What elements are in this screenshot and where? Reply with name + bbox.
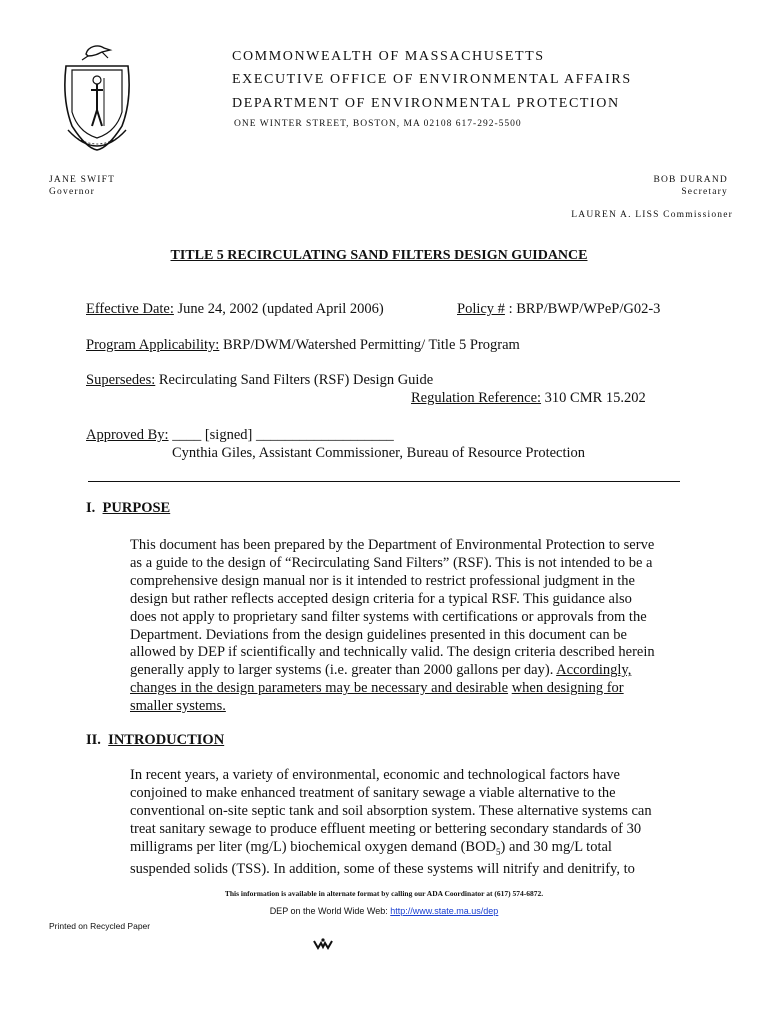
paragraph-line: treat sanitary sewage to produce effluent meeting or bettering secondary standards of 30 (130, 820, 642, 837)
policy-number-line (457, 301, 660, 318)
approved-by-line (86, 427, 394, 444)
secretary-name: BOB DURAND (653, 175, 728, 185)
program-applicability-line (86, 337, 520, 354)
subscript-5: 5 (496, 846, 501, 857)
paragraph-line: milligrams per liter (mg/L) biochemical oxygen demand (BOD (130, 838, 497, 855)
header-address: ONE WINTER STREET, BOSTON, MA 02108 617-292-5500 (234, 119, 522, 129)
dep-website-link[interactable]: http://www.state.ma.us/dep (390, 906, 499, 916)
underlined-phrase: when designing for (511, 680, 624, 697)
secretary-title: Secretary (681, 187, 728, 197)
introduction-paragraph (130, 767, 690, 879)
approved-by-label: Approved By: (86, 427, 169, 443)
purpose-heading (86, 500, 170, 517)
paragraph-line: In recent years, a variety of environmental, economic and technological factors have (130, 767, 620, 783)
header-department: DEPARTMENT OF ENVIRONMENTAL PROTECTION (232, 96, 620, 111)
recycled-mark-icon (313, 938, 333, 950)
paragraph-line: ) and 30 mg/L total (500, 838, 612, 855)
regulation-reference-label: Regulation Reference: (411, 390, 542, 406)
paragraph-line: design but rather reflects accepted design criteria for a typical RSF. This guidance also (130, 590, 632, 607)
supersedes-line (86, 372, 433, 389)
introduction-title: INTRODUCTION (108, 732, 225, 748)
policy-number-label: Policy # (457, 301, 505, 317)
purpose-number: I. (86, 500, 96, 516)
approver-name: Cynthia Giles, Assistant Commissioner, Bureau of Resource Protection (172, 445, 586, 461)
governor-title: Governor (49, 187, 96, 197)
purpose-title: PURPOSE (102, 500, 171, 516)
document-title: TITLE 5 RECIRCULATING SAND FILTERS DESIGN GUIDANCE (170, 248, 588, 263)
approved-by-value: ____ [signed] ___________________ (168, 427, 394, 443)
section-divider (88, 481, 680, 482)
commissioner-line: LAUREN A. LISS Commissioner (571, 210, 733, 220)
purpose-paragraph (130, 537, 690, 716)
supersedes-value: Recirculating Sand Filters (RSF) Design Guide (155, 372, 434, 388)
supersedes-label: Supersedes: (86, 372, 156, 388)
state-seal-logo (58, 40, 136, 156)
policy-number-value: : BRP/BWP/WPeP/G02-3 (504, 301, 661, 317)
governor-name: JANE SWIFT (49, 175, 116, 185)
regulation-reference-line (411, 390, 646, 407)
web-prefix: DEP on the World Wide Web: (269, 906, 391, 916)
paragraph-line: allowed by DEP if scientifically and technically valid. The design criteria described herein (130, 644, 655, 661)
paragraph-line: as a guide to the design of “Recirculating Sand Filters” (RSF). This is not intended to be a (130, 554, 653, 571)
underlined-phrase: Accordingly, (556, 662, 632, 679)
introduction-number: II. (86, 732, 101, 748)
header-executive-office: EXECUTIVE OFFICE OF ENVIRONMENTAL AFFAIRS (232, 72, 632, 87)
program-applicability-value: BRP/DWM/Watershed Permitting/ Title 5 Program (219, 337, 520, 353)
effective-date-value: June 24, 2002 (updated April 2006) (173, 301, 384, 317)
web-notice (0, 906, 768, 916)
recycled-paper-note: Printed on Recycled Paper (49, 921, 151, 931)
header-commonwealth: COMMONWEALTH OF MASSACHUSETTS (232, 49, 545, 64)
paragraph-line: conventional on-site septic tank and soil absorption system. These alternative systems can (130, 802, 652, 819)
ada-notice: This information is available in alternate format by calling our ADA Coordinator at (617) 574-6872. (224, 889, 544, 898)
introduction-heading (86, 732, 224, 749)
paragraph-line: Department. Deviations from the design guidelines presented in this document can be (130, 626, 627, 643)
paragraph-line: does not apply to proprietary sand filter systems with certifications or approvals from the (130, 608, 647, 625)
effective-date-line (86, 301, 384, 318)
effective-date-label: Effective Date: (86, 301, 174, 317)
paragraph-line: generally apply to larger systems (i.e. greater than 2000 gallons per day). (130, 662, 557, 679)
paragraph-line: conjoined to make enhanced treatment of sanitary sewage a viable alternative to the (130, 784, 616, 801)
paragraph-line: This document has been prepared by the Department of Environmental Protection to serve (130, 537, 655, 553)
paragraph-line: suspended solids (TSS). In addition, some of these systems will nitrify and denitrify, to (130, 861, 635, 878)
underlined-phrase: changes in the design parameters may be necessary and desirable (130, 680, 509, 697)
program-applicability-label: Program Applicability: (86, 337, 220, 353)
underlined-phrase: smaller systems. (130, 698, 226, 715)
regulation-reference-value: 310 CMR 15.202 (541, 390, 646, 406)
paragraph-line: comprehensive design manual nor is it intended to restrict professional judgment in the (130, 572, 635, 589)
